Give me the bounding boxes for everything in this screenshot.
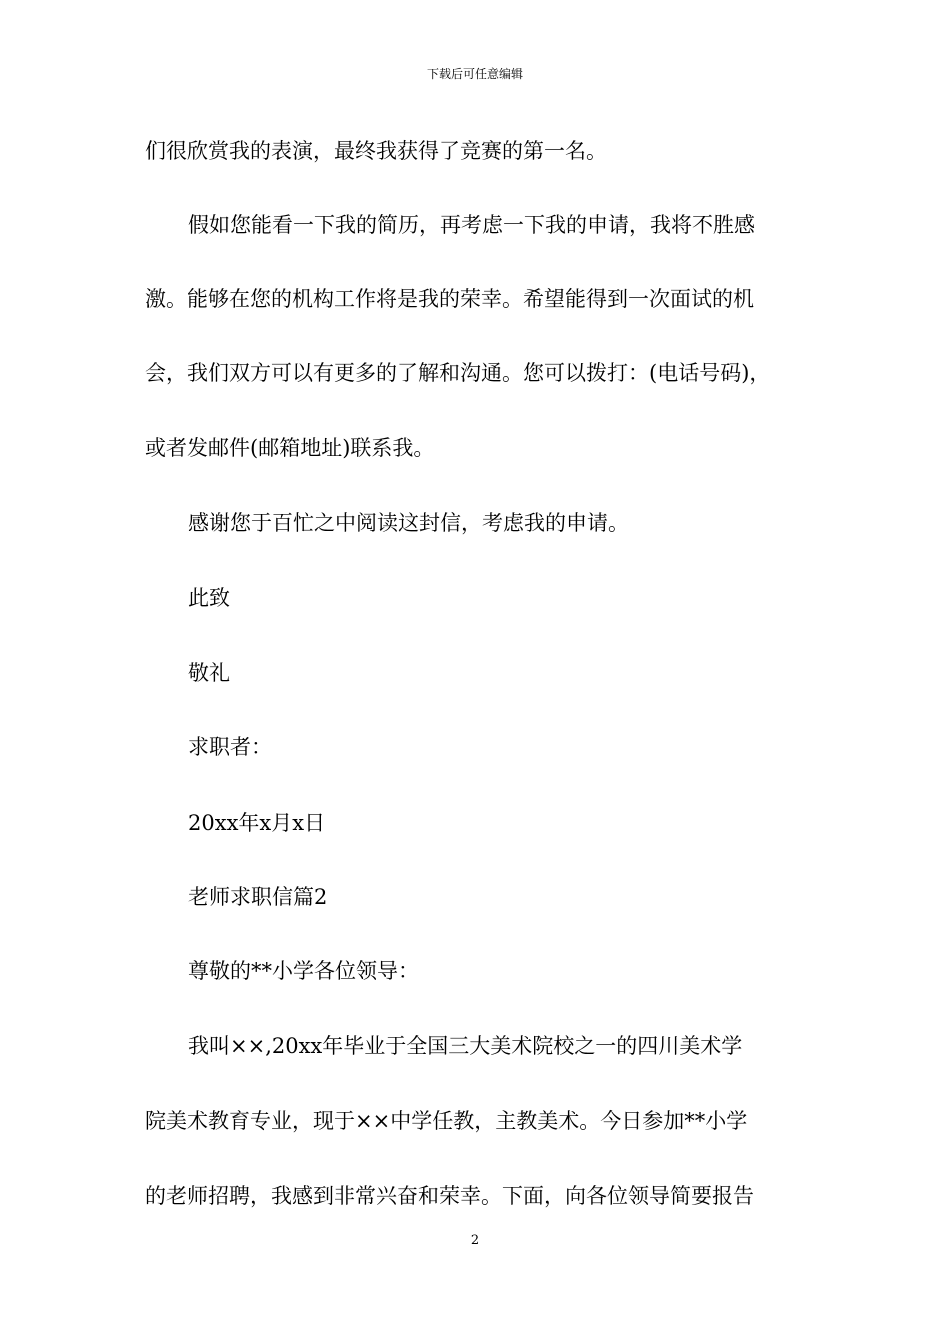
text-line: 会，我们双方可以有更多的了解和沟通。您可以拨打：(电话号码)， [145, 361, 771, 385]
text-line: 们很欣赏我的表演，最终我获得了竞赛的第一名。 [145, 139, 607, 163]
text-line: 尊敬的**小学各位领导： [188, 959, 419, 983]
text-line: 我叫××,20xx年毕业于全国三大美术院校之一的四川美术学 [188, 1034, 743, 1058]
text-line: 感谢您于百忙之中阅读这封信，考虑我的申请。 [188, 511, 629, 535]
text-line: 或者发邮件(邮箱地址)联系我。 [145, 436, 435, 460]
text-line: 求职者： [188, 735, 272, 759]
text-line: 20xx年x月x日 [188, 811, 326, 835]
text-line: 老师求职信篇2 [188, 885, 328, 909]
text-line: 此致 [188, 586, 230, 610]
text-line: 假如您能看一下我的简历，再考虑一下我的申请，我将不胜感 [188, 213, 755, 237]
page-number: 2 [470, 1233, 480, 1248]
text-line: 的老师招聘，我感到非常兴奋和荣幸。下面，向各位领导简要报告 [145, 1184, 754, 1208]
text-line: 院美术教育专业，现于××中学任教，主教美术。今日参加**小学 [145, 1109, 748, 1133]
text-line: 激。能够在您的机构工作将是我的荣幸。希望能得到一次面试的机 [145, 287, 754, 311]
page-header-note: 下载后可任意编辑 [426, 67, 523, 81]
text-line: 敬礼 [188, 661, 230, 685]
